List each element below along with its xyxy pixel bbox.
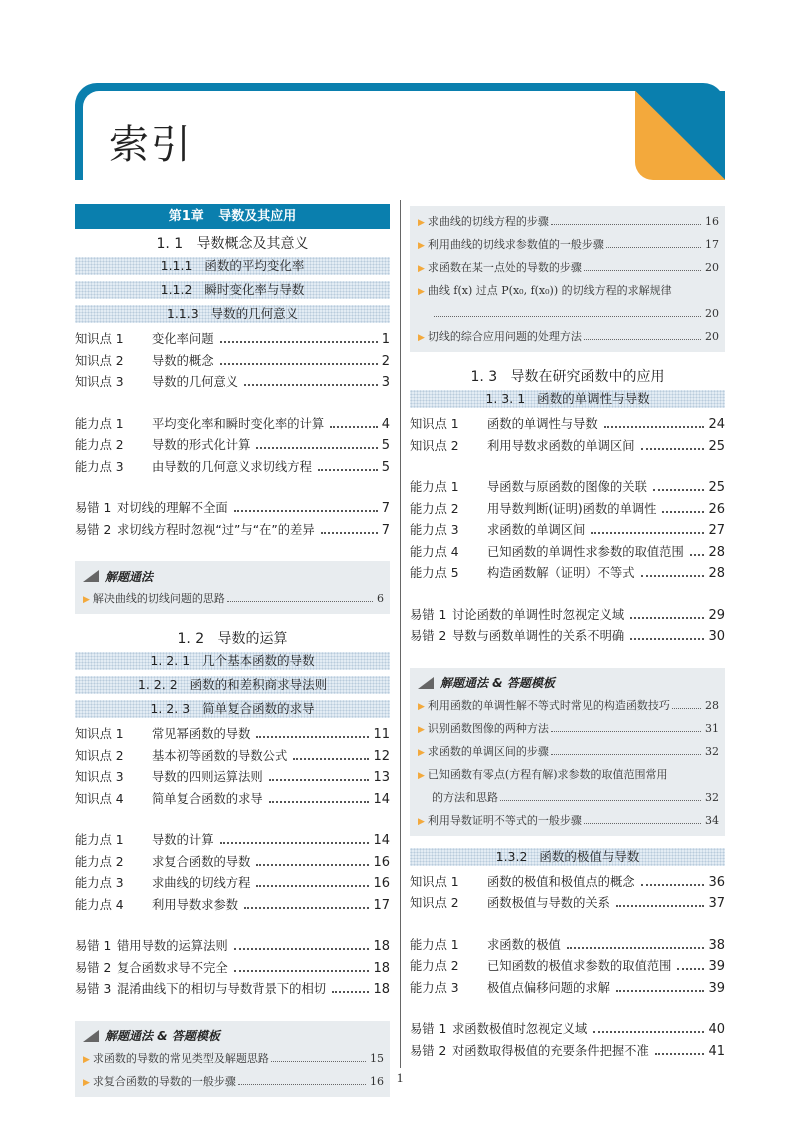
index-entry[interactable] [410,956,725,978]
dot-leader [234,510,378,512]
dot-leader [662,511,704,513]
entry-title: 构造函数解（证明）不等式 [487,566,635,580]
entry-title: 函数的单调性与导数 [487,417,598,431]
method-entry-title: 求曲线的切线方程的步骤 [427,215,549,228]
entry-label: 能力点 4 [75,897,124,912]
entry-label: 能力点 1 [410,480,459,494]
dot-leader [227,601,373,602]
method-entry[interactable] [418,763,719,786]
entry-label: 能力点 2 [75,438,124,452]
method-entry[interactable] [418,694,719,717]
dot-leader [672,708,701,709]
entry-title: 导数的几何意义 [152,375,239,389]
entry-label: 易错 1 [75,939,112,953]
dot-leader [220,842,370,844]
method-entry-title: 曲线 f(x) 过点 P(x₀, f(x₀)) 的切线方程的求解规律 [427,284,672,297]
index-entry[interactable] [410,893,725,915]
entry-label: 能力点 2 [410,959,459,973]
entry-page: 38 [708,937,725,953]
arrow-bullet-icon: ▶ [418,333,425,343]
entry-page: 7 [381,501,390,516]
entry-label: 知识点 2 [410,438,459,453]
index-entry[interactable] [410,1019,725,1041]
entry-title: 错用导数的运算法则 [117,939,228,953]
method-entry-title: 识别函数图像的两种方法 [427,721,549,735]
entry-group [75,498,390,541]
entry-title: 变化率问题 [152,332,214,346]
method-entry-page: 16 [370,1074,384,1088]
dot-leader [220,363,378,365]
method-entry-page: 6 [377,592,384,605]
index-entry[interactable] [75,351,390,373]
method-entry-page: 20 [705,307,719,320]
index-entry[interactable] [75,979,390,1001]
dot-leader [220,341,378,343]
index-entry[interactable] [75,895,390,917]
index-entry[interactable] [410,935,725,957]
dot-leader [584,339,701,340]
index-entry[interactable] [410,563,725,585]
method-box-title: 解题通法 [105,569,154,584]
entry-page: 17 [373,897,390,913]
entry-label: 易错 2 [410,629,447,643]
column-divider [400,200,401,1068]
index-entry[interactable] [75,852,390,874]
entry-page: 26 [708,501,725,517]
method-box [410,206,725,352]
entry-page: 37 [708,896,725,911]
entry-page: 4 [381,416,390,432]
arrow-bullet-icon: ▶ [418,241,425,251]
dot-leader [690,554,705,556]
entry-label: 能力点 3 [75,876,124,890]
dot-leader [677,968,704,970]
dot-leader [434,316,701,317]
method-box-title: 解题通法 & 答题模板 [440,676,555,690]
entry-title: 对切线的理解不全面 [117,501,228,515]
dot-leader [593,1031,704,1033]
entry-title: 导数的四则运算法则 [152,770,263,784]
entry-page: 28 [708,566,725,581]
arrow-bullet-icon: ▶ [418,724,425,735]
entry-label: 能力点 1 [75,416,124,431]
triangle-icon [83,570,99,582]
entry-page: 18 [373,960,390,976]
dot-leader [641,448,705,450]
entry-label: 知识点 1 [410,417,459,431]
entry-page: 7 [381,522,390,538]
entry-label: 易错 2 [75,960,112,975]
entry-page: 5 [381,459,390,475]
arrow-bullet-icon: ▶ [418,701,425,712]
entry-label: 知识点 3 [75,770,124,784]
method-entry-page: 20 [705,261,719,274]
entry-page: 3 [381,375,390,390]
entry-page: 13 [373,770,390,785]
dot-leader [234,970,370,972]
method-entry-title: 解决曲线的切线问题的思路 [92,592,225,605]
entry-group [75,830,390,916]
entry-page: 27 [708,523,725,538]
entry-title: 导数与函数单调性的关系不明确 [452,629,625,643]
method-entry-page: 32 [705,790,719,804]
entry-title: 已知函数的单调性求参数的取值范围 [487,544,684,559]
entry-label: 知识点 4 [75,791,124,806]
dot-leader [500,800,701,801]
dot-leader [256,864,369,866]
method-entry-title: 求函数在某一点处的导数的步骤 [427,261,582,274]
index-entry[interactable] [75,789,390,811]
dot-leader [630,617,704,619]
index-entry[interactable] [410,477,725,499]
index-entry[interactable] [75,873,390,895]
dot-leader [321,532,378,534]
dot-leader [269,779,370,781]
index-entry[interactable] [75,435,390,457]
entry-title: 求曲线的切线方程 [152,876,251,890]
index-entry[interactable] [75,746,390,768]
entry-label: 易错 1 [410,607,447,622]
method-entry-title: 利用导数证明不等式的一般步骤 [427,813,582,827]
entry-title: 极值点偏移问题的求解 [487,980,610,995]
dot-leader [584,270,701,271]
method-entry-page: 16 [705,215,719,228]
entry-label: 知识点 1 [75,332,124,346]
entry-page: 29 [708,607,725,623]
entry-title: 已知函数的极值求参数的取值范围 [487,959,672,973]
entry-label: 易错 1 [75,501,112,515]
dot-leader [330,426,378,428]
method-entry[interactable] [418,210,719,233]
header-panel [83,91,725,180]
dot-leader [655,1053,705,1055]
arrow-bullet-icon: ▶ [83,595,90,605]
entry-title: 对函数取得极值的充要条件把握不准 [452,1043,649,1058]
dot-leader [256,736,369,738]
entry-page: 39 [708,959,725,974]
entry-label: 知识点 3 [75,375,124,389]
dot-leader [551,731,701,732]
index-entry[interactable] [410,1041,725,1063]
triangle-icon [418,677,434,689]
chapter-heading[interactable]: 第1章 导数及其应用 [75,204,390,229]
index-entry[interactable] [75,958,390,980]
method-entry[interactable] [418,256,719,279]
entry-title: 求切线方程时忽视“过”与“在”的差异 [117,522,315,537]
entry-title: 导函数与原函数的图像的关联 [487,480,647,494]
section-heading[interactable]: 1. 3 导数在研究函数中的应用 [470,369,665,385]
subsection-heading[interactable]: 1.1.3 导数的几何意义 [75,305,390,323]
method-entry-title: 利用函数的单调性解不等式时常见的构造函数技巧 [427,698,670,712]
entry-title: 导数的概念 [152,353,214,368]
method-entry[interactable] [418,740,719,763]
arrow-bullet-icon: ▶ [418,816,425,827]
method-box [75,561,390,614]
entry-page: 2 [381,353,390,369]
method-entry-page: 28 [705,698,719,712]
method-entry[interactable] [418,325,719,348]
entry-page: 1 [381,332,390,347]
subsection-heading[interactable]: 1. 2. 2 函数的和差积商求导法则 [75,676,390,694]
method-entry-title: 已知函数有零点(方程有解)求参数的取值范围常用 [427,767,668,781]
method-entry-title: 求函数的单调区间的步骤 [427,744,549,758]
entry-page: 28 [708,544,725,560]
entry-label: 能力点 3 [410,523,459,537]
entry-group [75,414,390,479]
dot-leader [641,884,705,886]
entry-title: 求函数极值时忽视定义域 [452,1022,588,1036]
method-entry-continuation[interactable] [418,786,719,809]
dot-leader [567,947,705,949]
entry-label: 能力点 2 [75,854,124,869]
method-entry-page: 17 [705,238,719,251]
dot-leader [551,754,701,755]
entry-page: 30 [708,629,725,644]
dot-leader [616,990,704,992]
arrow-bullet-icon: ▶ [83,1077,90,1088]
subsection-heading[interactable]: 1. 3. 1 函数的单调性与导数 [410,390,725,408]
dot-leader [616,905,704,907]
entry-page: 24 [708,417,725,432]
index-entry[interactable] [75,498,390,520]
method-entry-page: 20 [705,330,719,343]
entry-page: 41 [708,1043,725,1059]
arrow-bullet-icon: ▶ [418,264,425,274]
index-entry[interactable] [410,520,725,542]
dot-leader [256,447,377,449]
index-entry[interactable] [75,414,390,436]
entry-label: 知识点 2 [75,748,124,763]
subsection-heading[interactable]: 1. 2. 3 简单复合函数的求导 [75,700,390,718]
entry-group [75,936,390,1001]
index-header [75,83,725,180]
method-entry-title-cont: 的方法和思路 [432,790,498,804]
entry-label: 能力点 1 [410,937,459,952]
entry-page: 40 [708,1022,725,1037]
entry-title: 用导数判断(证明)函数的单调性 [487,501,657,516]
entry-page: 39 [708,980,725,996]
index-entry[interactable] [410,499,725,521]
index-entry[interactable] [75,457,390,479]
entry-page: 18 [373,982,390,997]
entry-group [75,329,390,394]
subsection-heading[interactable]: 1.1.1 函数的平均变化率 [75,257,390,275]
entry-title: 由导数的几何意义求切线方程 [152,459,312,474]
dot-leader [244,384,378,386]
index-entry[interactable] [410,605,725,627]
entry-page: 14 [373,791,390,807]
page-number: 1 [396,1070,404,1085]
method-entry[interactable] [418,279,719,302]
entry-label: 能力点 1 [75,833,124,847]
entry-label: 能力点 2 [410,501,459,516]
entry-title: 讨论函数的单调性时忽视定义域 [452,607,625,622]
entry-group [410,935,725,1000]
dot-leader [244,907,369,909]
page-title: 索引 [109,122,193,168]
entry-title: 基本初等函数的导数公式 [152,748,288,763]
entry-label: 知识点 1 [75,727,124,741]
dot-leader [271,1061,366,1062]
entry-title: 函数的极值和极值点的概念 [487,874,635,889]
triangle-icon [83,1030,99,1042]
entry-title: 平均变化率和瞬时变化率的计算 [152,416,325,431]
method-box-title: 解题通法 & 答题模板 [105,1029,220,1043]
entry-label: 能力点 3 [410,980,459,995]
entry-title: 求函数的极值 [487,937,561,952]
index-entry[interactable] [75,830,390,852]
entry-title: 常见幂函数的导数 [152,727,251,741]
method-box [410,668,725,836]
method-box-heading [418,672,719,694]
method-entry-title: 求函数的导数的常见类型及解题思路 [92,1051,269,1065]
dot-leader [332,991,369,993]
dot-leader [584,823,701,824]
entry-group [410,414,725,457]
entry-title: 导数的计算 [152,833,214,847]
entry-title: 简单复合函数的求导 [152,791,263,806]
entry-title: 导数的形式化计算 [152,438,251,452]
entry-page: 14 [373,833,390,848]
dot-leader [653,489,705,491]
dot-leader [234,948,370,950]
index-entry[interactable] [410,978,725,1000]
dot-leader [630,638,704,640]
method-entry-page: 34 [705,813,719,827]
dot-leader [606,247,701,248]
entry-label: 易错 2 [75,522,112,537]
left-column [75,204,390,1109]
index-entry[interactable] [410,542,725,564]
entry-page: 16 [373,854,390,870]
entry-title: 复合函数求导不完全 [117,960,228,975]
method-entry-title: 求复合函数的导数的一般步骤 [92,1074,236,1088]
subsection-heading[interactable]: 1.1.2 瞬时变化率与导数 [75,281,390,299]
dot-leader [591,532,704,534]
subsection-heading[interactable]: 1. 2. 1 几个基本函数的导数 [75,652,390,670]
entry-group [410,1019,725,1062]
dot-leader [641,575,705,577]
method-entry[interactable] [418,233,719,256]
entry-page: 5 [381,438,390,453]
right-column [410,200,725,1082]
entry-label: 知识点 1 [410,874,459,889]
index-entry[interactable] [75,372,390,394]
entry-page: 16 [373,876,390,891]
entry-page: 36 [708,874,725,890]
index-entry[interactable] [75,936,390,958]
index-entry[interactable] [410,872,725,894]
arrow-bullet-icon: ▶ [418,747,425,758]
method-entry[interactable] [418,809,719,832]
method-entry-title: 切线的综合应用问题的处理方法 [427,330,582,343]
subsection-heading[interactable]: 1.3.2 函数的极值与导数 [410,848,725,866]
entry-group [410,477,725,585]
method-box-heading [83,1025,384,1047]
method-entry-page: 32 [705,744,719,758]
section-heading[interactable]: 1. 2 导数的运算 [177,631,288,647]
arrow-bullet-icon: ▶ [418,287,425,297]
index-entry[interactable] [75,767,390,789]
arrow-bullet-icon: ▶ [418,218,425,228]
entry-title: 利用导数求函数的单调区间 [487,438,635,453]
index-entry[interactable] [75,520,390,542]
dot-leader [293,758,369,760]
dot-leader [269,801,370,803]
entry-title: 求复合函数的导数 [152,854,251,869]
entry-label: 知识点 2 [75,353,124,368]
entry-label: 能力点 3 [75,459,124,474]
dot-leader [551,224,701,225]
index-entry[interactable] [75,724,390,746]
entry-group [410,605,725,648]
folded-corner-decoration [635,91,725,180]
entry-label: 易错 3 [75,982,112,996]
arrow-bullet-icon: ▶ [83,1054,90,1065]
method-entry[interactable] [418,717,719,740]
index-entry[interactable] [410,436,725,458]
method-entry-continuation[interactable] [418,302,719,325]
entry-label: 能力点 4 [410,544,459,559]
entry-title: 求函数的单调区间 [487,523,586,537]
dot-leader [256,885,369,887]
entry-title: 混淆曲线下的相切与导数背景下的相切 [117,982,327,996]
index-entry[interactable] [75,329,390,351]
section-heading[interactable]: 1. 1 导数概念及其意义 [156,236,309,252]
method-box-heading [83,565,384,587]
entry-group [75,724,390,810]
method-entry[interactable] [83,1047,384,1070]
method-entry[interactable] [83,587,384,610]
entry-page: 12 [373,748,390,764]
method-entry-title: 利用曲线的切线求参数值的一般步骤 [427,238,604,251]
index-entry[interactable] [410,414,725,436]
entry-page: 18 [373,939,390,954]
entry-page: 25 [708,480,725,495]
dot-leader [604,426,705,428]
arrow-bullet-icon: ▶ [418,770,425,781]
method-entry-page: 15 [370,1051,384,1065]
entry-label: 易错 1 [410,1022,447,1036]
entry-group [410,872,725,915]
entry-label: 易错 2 [410,1043,447,1058]
entry-page: 11 [373,727,390,742]
entry-title: 利用导数求参数 [152,897,239,912]
dot-leader [318,469,378,471]
entry-label: 知识点 2 [410,896,459,910]
method-entry-page: 31 [705,721,719,735]
entry-label: 能力点 5 [410,566,459,580]
entry-page: 25 [708,438,725,454]
entry-title: 函数极值与导数的关系 [487,896,610,910]
index-entry[interactable] [410,626,725,648]
